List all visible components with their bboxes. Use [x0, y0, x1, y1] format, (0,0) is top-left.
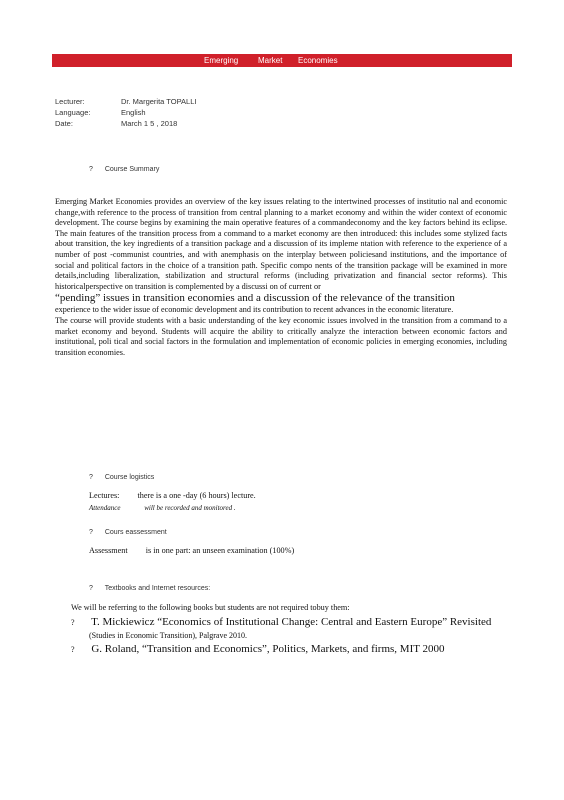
- title-word-1: Emerging: [204, 56, 239, 65]
- textbooks-heading: [89, 585, 210, 592]
- lecturer-value: Dr. Margerita TOPALLI: [121, 97, 197, 106]
- summary-body: [55, 197, 507, 358]
- textbook-item-2-text: G. Roland, “Transition and Economics”, Politics, Markets, and firms, MIT 2000: [91, 643, 445, 655]
- language-label: Language:: [55, 108, 91, 117]
- textbook-item-1: [71, 616, 491, 628]
- date-label: Date:: [55, 119, 73, 128]
- date-value: March 1 5 , 2018: [121, 119, 178, 128]
- bullet-icon: ?: [71, 618, 75, 627]
- language-value: English: [121, 108, 146, 117]
- summary-heading-text: Course Summary: [104, 166, 160, 173]
- bullet-icon: ?: [89, 585, 93, 592]
- lectures-label: Lectures:: [89, 491, 120, 500]
- attendance-value: will be recorded and monitored .: [144, 504, 236, 512]
- summary-heading: [89, 166, 159, 173]
- bullet-icon: ?: [71, 645, 75, 654]
- assessment-heading-text: Cours eassessment: [104, 529, 167, 536]
- textbook-item-1-sub: (Studies in Economic Transition), Palgrave 2010.: [89, 631, 247, 640]
- lecturer-label: Lecturer:: [55, 97, 85, 106]
- logistics-heading: [89, 474, 154, 481]
- assessment-value: is in one part: an unseen examination (100%): [145, 546, 295, 555]
- lectures-value: there is a one -day (6 hours) lecture.: [137, 491, 256, 500]
- assessment-row: [89, 546, 294, 555]
- bullet-icon: ?: [89, 474, 93, 481]
- title-banner: [52, 54, 512, 67]
- assessment-label: Assessment: [89, 546, 128, 555]
- summary-paragraph-1-end: experience to the wider issue of economic development and its contribution to recent advances in the economic literature.: [55, 305, 454, 315]
- textbooks-intro: We will be referring to the following books but students are not required tobuy them:: [71, 603, 350, 612]
- summary-paragraph-1: Emerging Market Economies provides an overview of the key issues relating to the intertwined processes of institutio nal and economic change,with reference to the process of transition from central planning to a market economy and within the wider context of economic development. The course begins by examining the main operative features of a commandeconomy and the key factors behind its eclipse. The main features of the transition process from a command to a market economy are then introduced: this includes some stylized facts about transition, the key ingredients of a transition package and a discussion of its impleme ntation with reference to the experience of a number of post -communist countries, and with anemphasis on the interplay between policiesand institutions, and the importance of social and political factors in the choice of a transition path. Specific compo nents of the transition package will be examined in more details,including liberalization, stabilization and structural reforms (including privatization and financial sector reforms). This historicalperspective on transition is complemented by a discussi on of current or: [55, 197, 507, 291]
- textbook-item-2: [71, 643, 445, 655]
- textbook-item-1-text: T. Mickiewicz “Economics of Institutional Change: Central and Eastern Europe” Revisited: [91, 616, 492, 628]
- lectures-row: [89, 491, 256, 500]
- attendance-row: [89, 504, 236, 512]
- assessment-heading: [89, 529, 167, 536]
- title-word-2: Market: [258, 56, 283, 65]
- title-word-3: Economies: [298, 56, 338, 65]
- bullet-icon: ?: [89, 529, 93, 536]
- attendance-label: Attendance: [89, 504, 121, 512]
- summary-paragraph-1-big: “pending” issues in transition economies and a discussion of the relevance of the transition: [55, 292, 455, 305]
- textbooks-heading-text: Textbooks and Internet resources:: [104, 585, 211, 592]
- summary-paragraph-2: The course will provide students with a basic understanding of the key economic issues involved in the transition from a command to a market economy and beyond. Students will acquire the ability to critically analyze the interaction between economic factors and institutional, poli tical and social factors in the formulation and implementation of economic policies in emerging economies, including transition economies.: [55, 315, 507, 357]
- bullet-icon: ?: [89, 166, 93, 173]
- logistics-heading-text: Course logistics: [104, 474, 155, 481]
